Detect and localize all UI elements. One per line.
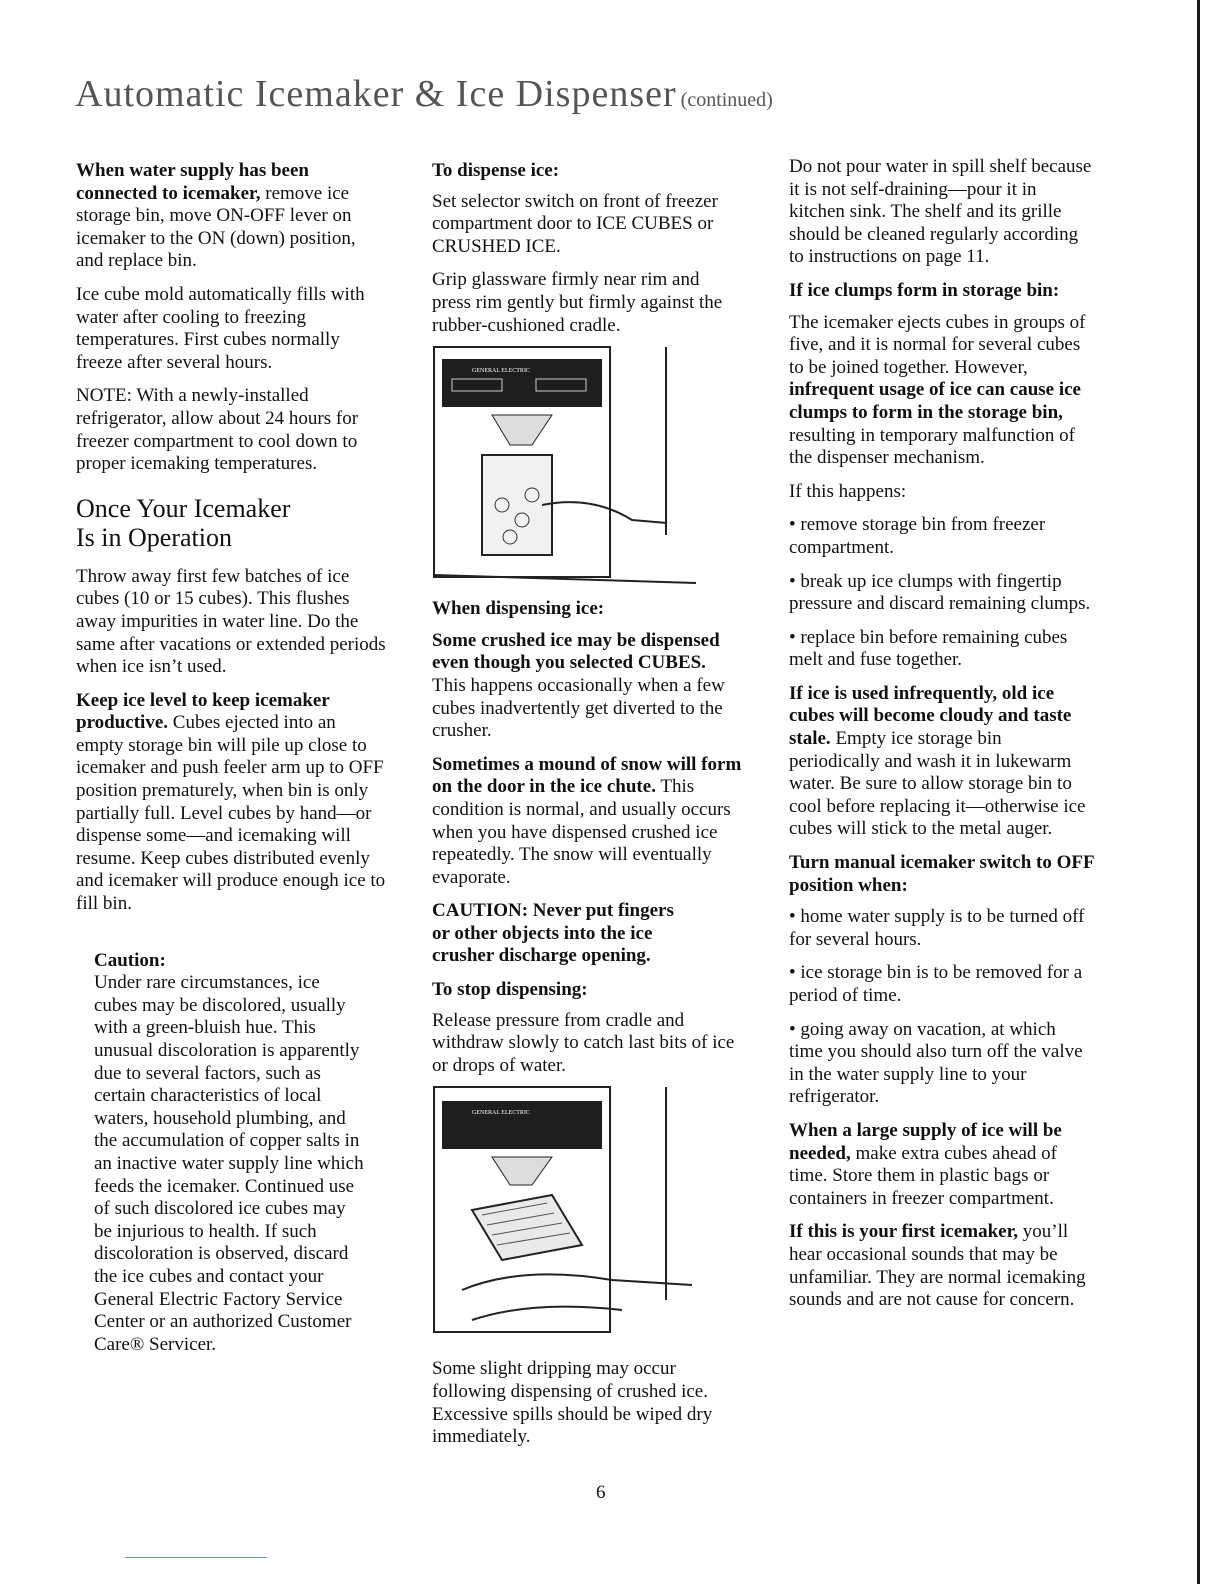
paragraph-crushed: Some crushed ice may be dispensed even though you selected CUBES. This happens occasionally when a few cubes inadvertently get diverted to the crusher. <box>432 629 725 742</box>
paragraph-grip: Grip glassware firmly near rim and press rim gently but firmly against the rubber-cushioned cradle. <box>432 269 723 336</box>
paragraph-throw-away: Throw away first few batches of ice cubes (10 or 15 cubes). This flushes away impurities in water line. Do the same after vacations or extended periods when ice isn’t used. <box>76 565 386 678</box>
section-heading-operation: Once Your Icemaker Is in Operation <box>76 493 291 552</box>
paragraph-dripping: Some slight dripping may occur following dispensing of crushed ice. Excessive spills should be wiped dry immediately. <box>432 1358 713 1448</box>
paragraph-selector: Set selector switch on front of freezer compartment door to ICE CUBES or CRUSHED ICE. <box>432 190 718 257</box>
footer-rule <box>125 1557 267 1558</box>
continued-label: (continued) <box>680 89 773 111</box>
bullet-bin-removed: • ice storage bin is to be removed for a period of time. <box>789 962 1083 1006</box>
paragraph-water-supply: When water supply has been connected to icemaker, remove ice storage bin, move ON-OFF lever on icemaker to the ON (down) position, and replace bin. <box>76 160 356 272</box>
heading-when-dispensing: When dispensing ice: <box>432 598 605 620</box>
dispenser-glass-illustration <box>432 345 702 590</box>
paragraph-mold: Ice cube mold automatically fills with water after cooling to freezing temperatures. First cubes normally freeze after several hours. <box>76 283 365 373</box>
bullet-remove-bin: • remove storage bin from freezer compartment. <box>789 514 1046 558</box>
right-margin-rule <box>1197 0 1200 1584</box>
bullet-water-off: • home water supply is to be turned off for several hours. <box>789 906 1085 950</box>
column-left <box>76 160 386 1356</box>
column-right <box>789 156 1094 1323</box>
bullet-vacation: • going away on vacation, at which time you should also turn off the valve in the water supply line to your refrigerator. <box>789 1018 1083 1108</box>
bullet-break-clumps: • break up ice clumps with fingertip pressure and discard remaining clumps. <box>789 570 1091 615</box>
heading-to-dispense: To dispense ice: <box>432 160 560 181</box>
paragraph-first-icemaker: If this is your first icemaker, you’ll hear occasional sounds that may be unfamiliar. They are normal icemaking sounds and are not cause for concern. <box>789 1221 1086 1311</box>
page-number: 6 <box>596 1482 606 1503</box>
panel-label-2: GENERAL ELECTRIC <box>472 1110 530 1117</box>
paragraph-release: Release pressure from cradle and withdraw slowly to catch last bits of ice or drops of water. <box>432 1009 735 1076</box>
caution-block <box>94 950 364 1357</box>
paragraph-spill-shelf: Do not pour water in spill shelf because it is not self-draining—pour it in kitchen sink. The shelf and its grille should be cleaned regularly according to instructions on page 11. <box>789 156 1092 268</box>
heading-turn-off: Turn manual icemaker switch to OFF position when: <box>789 852 1094 896</box>
heading-to-stop: To stop dispensing: <box>432 979 588 1001</box>
panel-label: GENERAL ELECTRIC <box>472 368 530 375</box>
dispenser-tray-illustration <box>432 1085 702 1350</box>
page-title: Automatic Icemaker & Ice Dispenser <box>75 73 677 115</box>
paragraph-keep-level: Keep ice level to keep icemaker productive. Cubes ejected into an empty storage bin will pile up close to icemaker and push feeler arm up to OFF position prematurely, when bin is only partially full. Level cubes by hand—or dispense some—and icemaking will resume. Keep cubes distributed evenly and icemaker will produce enough ice to fill bin. <box>76 689 386 915</box>
paragraph-if-happens: If this happens: <box>789 480 907 502</box>
paragraph-snow: Sometimes a mound of snow will form on the door in the ice chute. This condition is normal, and usually occurs when you have dispensed crushed ice repeatedly. The snow will eventually evaporate. <box>432 753 742 888</box>
column-middle <box>432 160 742 1460</box>
paragraph-note: NOTE: With a newly-installed refrigerator, allow about 24 hours for freezer compartment to cool down to proper icemaking temperatures. <box>76 385 359 475</box>
page-header <box>75 72 773 116</box>
paragraph-large-supply: When a large supply of ice will be needed, make extra cubes ahead of time. Store them in plastic bags or containers in freezer compartment. <box>789 1119 1062 1209</box>
paragraph-groups: The icemaker ejects cubes in groups of five, and it is normal for several cubes to be joined together. However, infrequent usage of ice can cause ice clumps to form in the storage bin, resulting in temporary malfunction of the dispenser mechanism. <box>789 311 1086 469</box>
caution-title: Caution: <box>94 949 166 971</box>
bullet-replace-bin: • replace bin before remaining cubes melt and fuse together. <box>789 626 1068 671</box>
caution-text: Under rare circumstances, ice cubes may be discolored, usually with a green-bluish hue. This unusual discoloration is apparently due to several factors, such as certain characteristics of local waters, household plumbing, and the accumulation of copper salts in an inactive water supply line which feeds the icemaker. Continued use of such discolored ice cubes may be injurious to health. If such discoloration is observed, discard the ice cubes and contact your General Electric Factory Service Center or an authorized Customer Care® Servicer. <box>94 972 364 1355</box>
caution-fingers: CAUTION: Never put fingers or other objects into the ice crusher discharge opening. <box>432 900 674 967</box>
heading-ice-clumps: If ice clumps form in storage bin: <box>789 279 1060 301</box>
paragraph-infrequent: If ice is used infrequently, old ice cubes will become cloudy and taste stale. Empty ice storage bin periodically and wash it in lukewarm water. Be sure to allow storage bin to cool before replacing it—otherwise ice cubes will stick to the metal auger. <box>789 682 1086 840</box>
